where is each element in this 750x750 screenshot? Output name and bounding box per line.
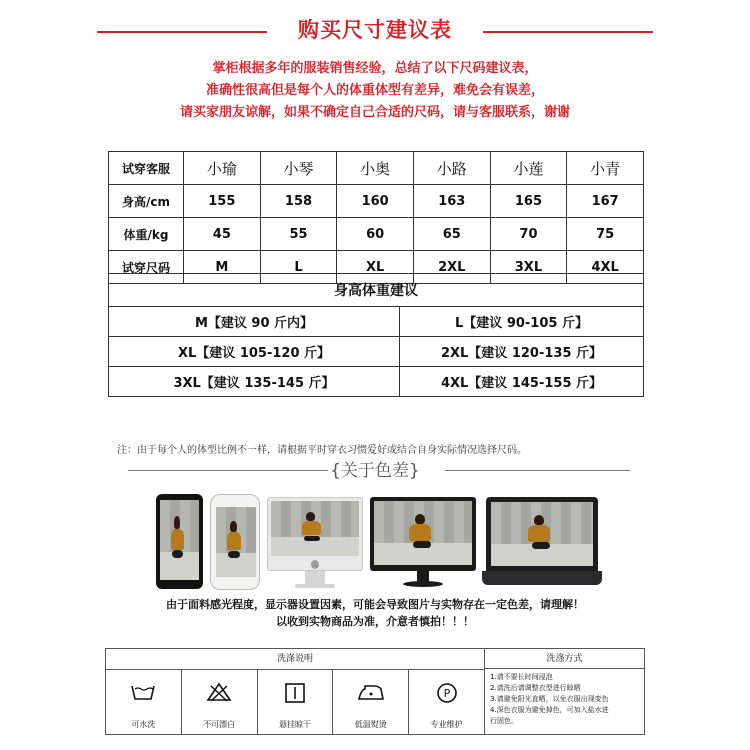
recommendation-table xyxy=(108,273,644,397)
care-item xyxy=(258,670,334,734)
care-left-header: 洗涤说明 xyxy=(276,654,313,664)
table-row xyxy=(109,337,644,367)
hand-wash-icon xyxy=(130,682,156,702)
weight-cell: 70 xyxy=(490,218,567,251)
low-iron-icon xyxy=(356,682,386,702)
care-label: 悬挂晾干 xyxy=(278,720,311,729)
model-name: 小青 xyxy=(567,152,644,185)
row-label: 试穿尺码 xyxy=(109,251,184,284)
table-row xyxy=(109,367,644,397)
size-cell: 3XL xyxy=(490,251,567,284)
recommendation-title: 身高体重建议 xyxy=(109,274,644,307)
size-cell: M xyxy=(184,251,261,284)
size-cell: L xyxy=(260,251,337,284)
model-figure xyxy=(230,521,236,532)
table-row xyxy=(109,307,644,337)
hang-dry-icon xyxy=(284,682,306,704)
height-cell: 167 xyxy=(567,185,644,218)
intro-line: 掌柜根据多年的服装销售经验，总结了以下尺码建议表， xyxy=(212,61,538,76)
intro-line: 准确性很高但是每个人的体重体型有差异，难免会有误差， xyxy=(205,83,544,98)
recommendation-cell: XL【建议 105-120 斤】 xyxy=(109,337,400,367)
model-name: 小奥 xyxy=(337,152,414,185)
care-instructions xyxy=(106,649,485,735)
size-cell: 2XL xyxy=(413,251,490,284)
weight-cell: 65 xyxy=(413,218,490,251)
care-table xyxy=(105,648,645,735)
no-bleach-icon xyxy=(206,682,232,702)
size-note: 注：由于每个人的体型比例不一样，请根据平时穿衣习惯爱好或结合自身实际情况选择尺码。 xyxy=(117,445,527,456)
care-label: 低温熨烫 xyxy=(354,720,387,729)
care-label: 可水洗 xyxy=(131,720,156,729)
method-line: 1.请不要长时间浸泡 xyxy=(490,673,553,681)
intro-text xyxy=(0,58,750,124)
table-row xyxy=(109,274,644,307)
height-cell: 165 xyxy=(490,185,567,218)
method-line: 3.请避免阳光直晒，以免衣服出现变色 xyxy=(490,695,609,703)
table-row xyxy=(106,649,645,735)
model-name: 小路 xyxy=(413,152,490,185)
care-right-header: 洗涤方式 xyxy=(485,649,644,669)
method-line: 2.请洗后请调整衣型进行晾晒 xyxy=(490,684,581,692)
recommendation-cell: 2XL【建议 120-135 斤】 xyxy=(400,337,644,367)
phone-device xyxy=(210,494,260,590)
model-figure xyxy=(306,512,315,521)
method-line: 4.深色衣服为避免掉色，可加入盐水进 xyxy=(490,706,609,714)
weight-cell: 45 xyxy=(184,218,261,251)
row-label: 体重/kg xyxy=(109,218,184,251)
model-name: 小莲 xyxy=(490,152,567,185)
care-item xyxy=(106,670,182,734)
imac-device xyxy=(267,497,363,591)
page-title: 购买尺寸建议表 xyxy=(298,18,452,42)
color-diff-caption xyxy=(0,596,750,630)
device-screen xyxy=(216,507,256,577)
recommendation-cell: L【建议 90-105 斤】 xyxy=(400,307,644,337)
monitor-device xyxy=(370,497,476,589)
row-label: 身高/cm xyxy=(109,185,184,218)
care-label: 不可漂白 xyxy=(203,720,236,729)
device-screen xyxy=(374,501,472,565)
apple-logo-icon xyxy=(311,560,319,569)
tablet-device xyxy=(156,494,203,589)
care-item xyxy=(182,670,258,734)
caption-line: 以收到实物商品为准，介意者慎拍！！！ xyxy=(276,615,474,628)
method-list xyxy=(485,669,644,727)
dry-clean-icon xyxy=(436,682,458,704)
color-diff-title: {关于色差} xyxy=(330,461,420,481)
table-row xyxy=(109,185,644,218)
recommendation-cell: 3XL【建议 135-145 斤】 xyxy=(109,367,400,397)
row-label: 试穿客服 xyxy=(109,152,184,185)
weight-cell: 60 xyxy=(337,218,414,251)
care-label: 专业维护 xyxy=(430,720,463,729)
laptop-device xyxy=(482,497,602,589)
method-line: 行固色。 xyxy=(490,717,518,725)
care-item xyxy=(409,670,484,734)
size-table xyxy=(108,151,644,284)
table-row xyxy=(109,218,644,251)
model-figure xyxy=(174,516,180,529)
intro-line: 请买家朋友谅解，如果不确定自己合适的尺码，请与客服联系，谢谢 xyxy=(179,105,570,120)
washing-methods xyxy=(485,649,645,735)
height-cell: 155 xyxy=(184,185,261,218)
height-cell: 163 xyxy=(413,185,490,218)
model-figure xyxy=(415,514,425,524)
recommendation-cell: M【建议 90 斤内】 xyxy=(109,307,400,337)
recommendation-cell: 4XL【建议 145-155 斤】 xyxy=(400,367,644,397)
weight-cell: 55 xyxy=(260,218,337,251)
device-screen xyxy=(160,500,199,580)
size-cell: XL xyxy=(337,251,414,284)
device-screen xyxy=(271,501,359,556)
device-screen xyxy=(491,502,593,566)
size-cell: 4XL xyxy=(567,251,644,284)
height-cell: 160 xyxy=(337,185,414,218)
care-item xyxy=(333,670,409,734)
svg-text:P: P xyxy=(443,687,450,700)
table-row xyxy=(109,152,644,185)
caption-line: 由于面料感光程度，显示器设置因素，可能会导致图片与实物存在一定色差，请理解！ xyxy=(166,598,584,611)
height-cell: 158 xyxy=(260,185,337,218)
model-name: 小瑜 xyxy=(184,152,261,185)
model-name: 小琴 xyxy=(260,152,337,185)
laptop-keyboard xyxy=(482,571,602,585)
model-figure xyxy=(534,515,544,525)
weight-cell: 75 xyxy=(567,218,644,251)
